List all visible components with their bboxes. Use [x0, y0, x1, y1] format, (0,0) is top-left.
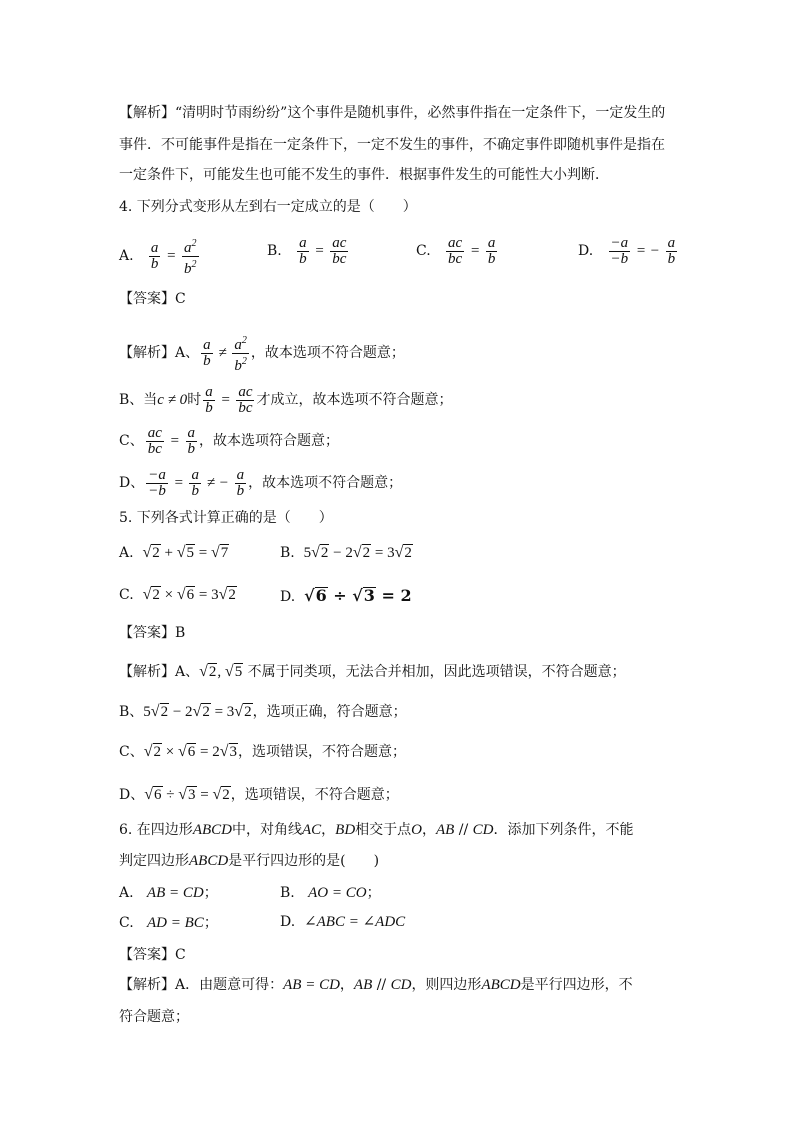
q5-option-c: C. √2 × √6 = 3√2	[119, 586, 236, 603]
q5-stem: 5. 下列各式计算正确的是（ ）	[119, 510, 333, 526]
q5-option-d: D. √6 ÷ √3 = 2	[280, 586, 412, 605]
q6-stem-line-1: 6. 在四边形ABCD中，对角线AC，BD相交于点O，AB // CD．添加下列条件，不能	[119, 822, 634, 838]
q5-explain-a: 【解析】A、√2, √5 不属于同类项，无法合并相加，因此选项错误，不符合题意；	[119, 663, 626, 680]
q4-option-c: C. $\frac{ac}{bc}$ = $\frac{a}{b}$	[416, 235, 496, 267]
q4-option-b: B. $\frac{a}{b}$ = $\frac{ac}{bc}$	[267, 235, 347, 267]
intro-line-2: 事件．不可能事件是指在一定条件下，一定不发生的事件，不确定事件即随机事件是指在	[119, 137, 665, 153]
q5-option-b: B. 5√2 − 2√2 = 3√2	[280, 544, 412, 561]
q5-option-a: A. √2 + √5 = √7	[119, 544, 229, 561]
intro-line-3: 一定条件下，可能发生也可能不发生的事件．根据事件发生的可能性大小判断．	[119, 167, 609, 183]
q6-explain-line-1: 【解析】A．由题意可得：AB = CD，AB // CD，则四边形ABCD是平行四边形，不	[119, 977, 633, 993]
q5-explain-d: D、√6 ÷ √3 = √2，选项错误，不符合题意；	[119, 786, 399, 803]
q4-option-a: A. $\frac{a}{b}$ = $\frac{a^2}{b^2}$	[119, 238, 197, 277]
q6-option-d: D. ∠ABC = ∠ADC	[280, 914, 406, 930]
q4-answer: 【答案】C	[119, 291, 186, 307]
q6-explain-line-2: 符合题意；	[119, 1009, 189, 1025]
q4-explain-d: D、 $\frac{-a}{-b}$ = $\frac{a}{b}$ ≠ − $\frac{a}{b}$ ，故本选项不符合题意；	[119, 467, 403, 499]
q5-explain-c: C、√2 × √6 = 2√3，选项错误，不符合题意；	[119, 743, 406, 760]
q6-answer: 【答案】C	[119, 947, 186, 963]
intro-line-1: 【解析】“清明时节雨纷纷”这个事件是随机事件，必然事件指在一定条件下，一定发生的	[119, 105, 666, 121]
q6-stem-line-2: 判定四边形ABCD是平行四边形的是( )	[119, 853, 380, 869]
q6-option-b: B. AO = CO；	[280, 885, 381, 901]
q4-stem: 4. 下列分式变形从左到右一定成立的是（ ）	[119, 199, 417, 215]
q4-explain-b: B、当c ≠ 0时 $\frac{a}{b}$ = $\frac{ac}{bc}$ 才成立，故本选项不符合题意；	[119, 384, 453, 416]
q5-answer: 【答案】B	[119, 625, 186, 641]
q4-option-d: D. $\frac{-a}{-b}$ = − $\frac{a}{b}$	[578, 235, 676, 267]
jiexi-label: 【解析】	[119, 105, 175, 121]
q6-option-a: A. AB = CD；	[119, 885, 218, 901]
q4-explain-a: 【解析】A、 $\frac{a}{b}$ ≠ $\frac{a^2}{b^2}$ ，故本选项不符合题意；	[119, 335, 405, 374]
q4-explain-c: C、 $\frac{ac}{bc}$ = $\frac{a}{b}$ ，故本选项符合题意；	[119, 425, 340, 457]
q6-option-c: C. AD = BC；	[119, 915, 218, 931]
q5-explain-b: B、5√2 − 2√2 = 3√2，选项正确，符合题意；	[119, 703, 407, 720]
